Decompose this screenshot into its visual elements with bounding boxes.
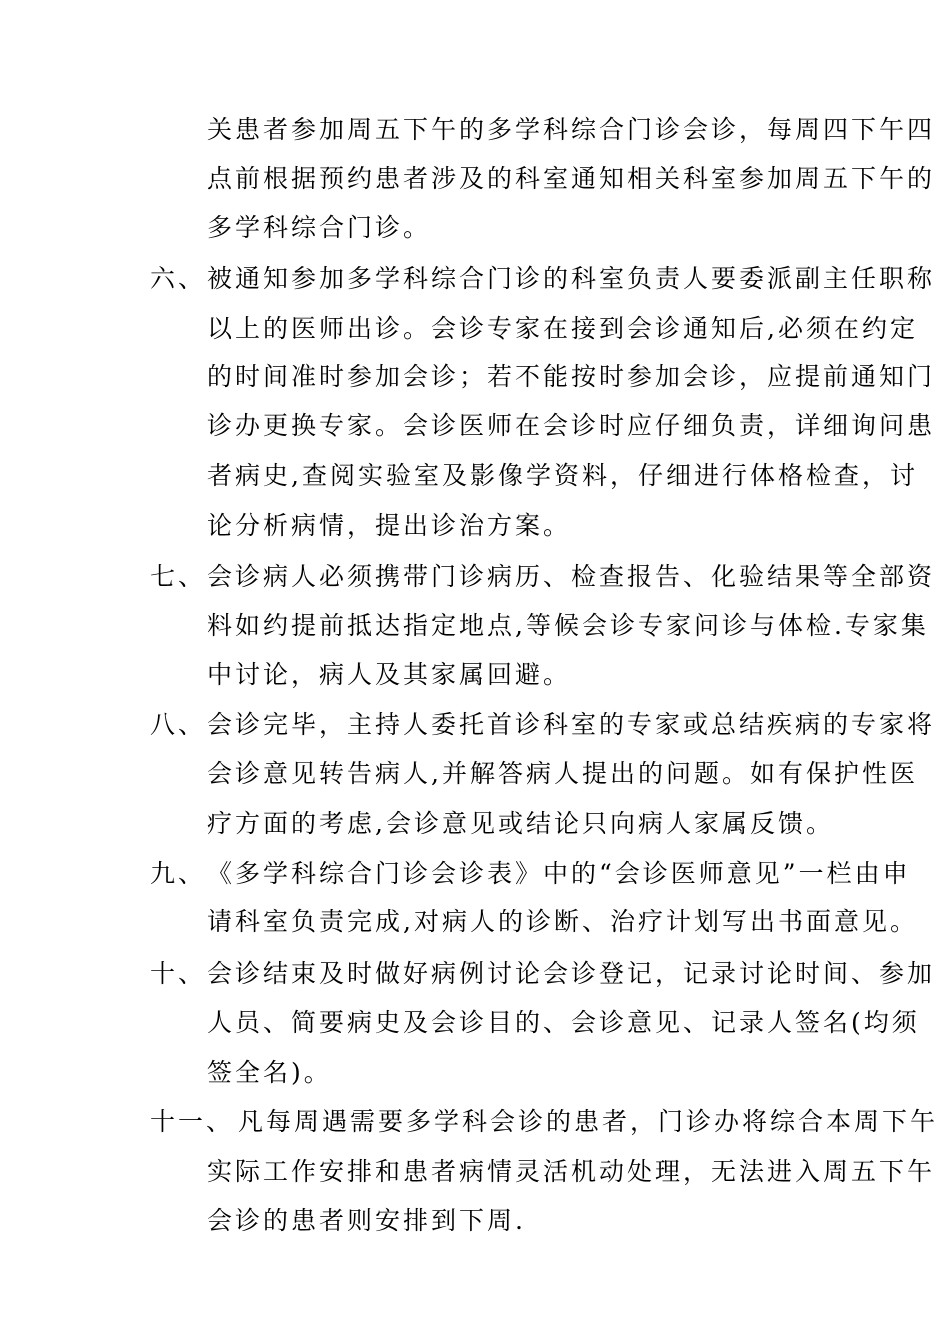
paragraph-line: 实际工作安排和患者病情灵活机动处理，无法进入周五下午 bbox=[207, 1157, 936, 1186]
paragraph-line: 关患者参加周五下午的多学科综合门诊会诊，每周四下午四 bbox=[207, 115, 936, 144]
paragraph-line: 凡每周遇需要多学科会诊的患者，门诊办将综合本周下午 bbox=[238, 1107, 939, 1136]
paragraph-line: 被通知参加多学科综合门诊的科室负责人要委派副主任职称 bbox=[207, 264, 936, 293]
paragraph-line: 人员、简要病史及会诊目的、会诊意见、记录人签名(均须 bbox=[207, 1008, 920, 1037]
paragraph-line: 多学科综合门诊。 bbox=[207, 213, 432, 242]
item-number: 十、 bbox=[150, 959, 207, 988]
paragraph-line: 点前根据预约患者涉及的科室通知相关科室参加周五下午的 bbox=[207, 164, 936, 193]
paragraph-line: 论分析病情，提出诊治方案。 bbox=[207, 511, 572, 540]
item-number: 八、 bbox=[150, 710, 207, 739]
paragraph-line: 会诊的患者则安排到下周. bbox=[207, 1206, 526, 1235]
paragraph-line: 会诊完毕，主持人委托首诊科室的专家或总结疾病的专家将 bbox=[207, 710, 936, 739]
paragraph-line: 诊办更换专家。会诊医师在会诊时应仔细负责，详细询问患 bbox=[207, 411, 936, 440]
item-number: 六、 bbox=[150, 264, 207, 293]
paragraph-line: 中讨论，病人及其家属回避。 bbox=[207, 660, 572, 689]
item-number: 七、 bbox=[150, 562, 207, 591]
paragraph-line: 签全名)。 bbox=[207, 1058, 332, 1087]
paragraph-line: 会诊结束及时做好病例讨论会诊登记，记录讨论时间、参加 bbox=[207, 959, 936, 988]
paragraph-line: 请科室负责完成,对病人的诊断、治疗计划写出书面意见。 bbox=[207, 907, 918, 936]
item-number: 十一、 bbox=[150, 1107, 235, 1136]
paragraph-line: 以上的医师出诊。会诊专家在接到会诊通知后,必须在约定 bbox=[207, 314, 918, 343]
paragraph-line: 疗方面的考虑,会诊意见或结论只向病人家属反馈。 bbox=[207, 809, 834, 838]
paragraph-line: 的时间准时参加会诊；若不能按时参加会诊，应提前通知门 bbox=[207, 362, 936, 391]
item-number: 九、 bbox=[150, 859, 207, 888]
paragraph-line: 会诊病人必须携带门诊病历、检查报告、化验结果等全部资 bbox=[207, 562, 936, 591]
paragraph-line: 《多学科综合门诊会诊表》中的“会诊医师意见”一栏由申 bbox=[207, 859, 911, 888]
paragraph-line: 者病史,查阅实验室及影像学资料，仔细进行体格检查，讨 bbox=[207, 461, 918, 490]
paragraph-line: 会诊意见转告病人,并解答病人提出的问题。如有保护性医 bbox=[207, 759, 918, 788]
paragraph-line: 料如约提前抵达指定地点,等候会诊专家问诊与体检.专家集 bbox=[207, 611, 929, 640]
